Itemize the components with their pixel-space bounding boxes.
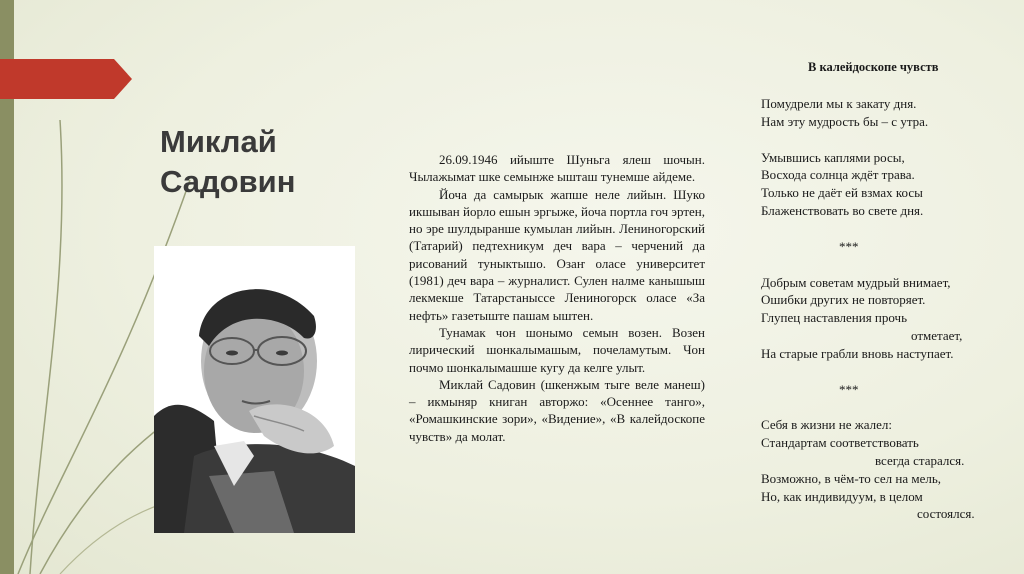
poem-line: состоялся. xyxy=(917,506,975,522)
portrait-photo xyxy=(154,246,355,533)
poem-line: Ошибки других не повторяет. xyxy=(761,292,926,308)
title-line-2: Садовин xyxy=(160,164,296,199)
poem-line: Себя в жизни не жалел: xyxy=(761,417,892,433)
stanza-gap xyxy=(761,363,1001,381)
stanza-separator: *** xyxy=(839,238,859,254)
bio-paragraph: Тунамак чон шонымо семын возен. Возен лирический шонкалымашым, почеламутым. Чон почмо шонкалымашше кугу да келге улыт. xyxy=(409,324,705,375)
poem-line: всегда старался. xyxy=(875,452,965,468)
poem-line: Возможно, в чём-то сел на мель, xyxy=(761,470,942,486)
stanza-gap xyxy=(761,131,1001,149)
poem-line: На старые грабли вновь наступает. xyxy=(761,345,954,361)
bio-paragraph: 26.09.1946 ийыште Шуньга ялеш шочын. Чылажымат шке семынже ышташ тунемше айдеме. xyxy=(409,152,705,185)
poem-line: Умывшись каплями росы, xyxy=(761,149,905,165)
poem-body xyxy=(761,95,1001,523)
poem-line: Блаженствовать во свете дня. xyxy=(761,202,924,218)
portrait-illustration xyxy=(154,246,355,533)
poem-line: отметает, xyxy=(911,327,963,343)
poem-line: Восхода солнца ждёт трава. xyxy=(761,167,915,183)
poem-line: Только не даёт ей взмах косы xyxy=(761,185,923,201)
bio-paragraph: Миклай Садовин (шкенжым тыге веле манеш) – икмыняр книган авторжо: «Осеннее танго», «Ромашкинские зори», «Видение», «В калейдоскопе чувств» да молат. xyxy=(409,376,705,444)
poem-line: Добрым советам мудрый внимает, xyxy=(761,274,951,290)
stanza-gap xyxy=(761,256,1001,274)
poem-line: Но, как индивидуум, в целом xyxy=(761,488,923,504)
poem-line: Помудрели мы к закату дня. xyxy=(761,96,917,111)
slide-title xyxy=(160,122,295,202)
stanza-separator: *** xyxy=(839,381,859,397)
stanza-gap xyxy=(761,398,1001,416)
poem-line: Глупец наставления прочь xyxy=(761,310,908,326)
title-line-1: Миклай xyxy=(160,124,277,159)
poem-title: В калейдоскопе чувств xyxy=(808,60,939,74)
poem-line: Нам эту мудрость бы – с утра. xyxy=(761,113,929,129)
biography-text xyxy=(409,151,705,445)
bio-paragraph: Йоча да самырык жапше неле лийын. Шуко икшыван йорло ешын эргыже, йоча портла гоч эртен, но эре шулдыранше кумылан лийын. Лениногорский (Татарий) педтехникум деч вара – черчений да рисований туныктышо. Озаҥ оласе университет (1981) деч вара – журналист. Сулен налме канышыш лекмекше Татарстаныссе Лениногорск оласе «За нефть» газетыште пашам ыштен. xyxy=(409,186,705,323)
red-arrow-shape xyxy=(0,59,132,99)
stanza-gap xyxy=(761,220,1001,238)
poem-line: Стандартам соответствовать xyxy=(761,435,919,451)
